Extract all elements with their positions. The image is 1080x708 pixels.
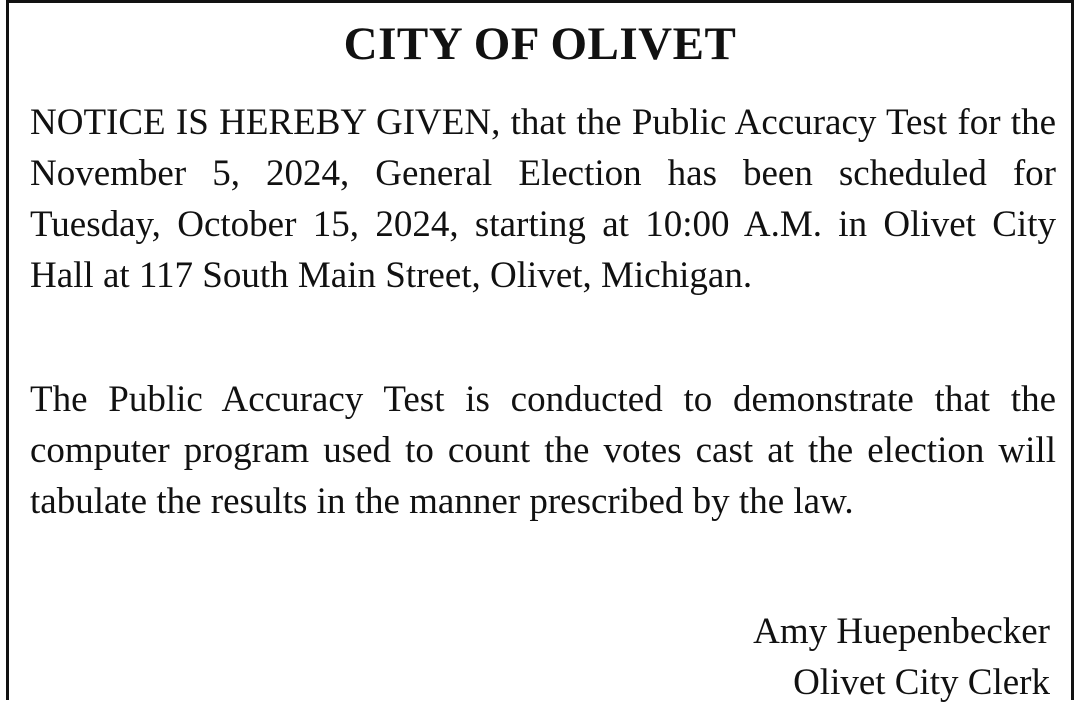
- public-notice: [6, 0, 1074, 703]
- signature-block: [753, 606, 1050, 708]
- signatory-title: Olivet City Clerk: [793, 662, 1050, 703]
- notice-paragraph-2: The Public Accuracy Test is conducted to demonstrate that the computer program used to count the votes cast at the election will tabulate the results in the manner prescribed by the law.: [30, 379, 1056, 522]
- notice-paragraph-1: NOTICE IS HEREBY GIVEN, that the Public Accuracy Test for the November 5, 2024, General Election has been scheduled for Tuesday, October 15, 2024, starting at 10:00 A.M. in Olivet City Hall at 117 South Main Street, Olivet, Michigan.: [30, 102, 1056, 296]
- signatory-name: Amy Huepenbecker: [753, 611, 1050, 652]
- notice-title: CITY OF OLIVET: [343, 18, 737, 70]
